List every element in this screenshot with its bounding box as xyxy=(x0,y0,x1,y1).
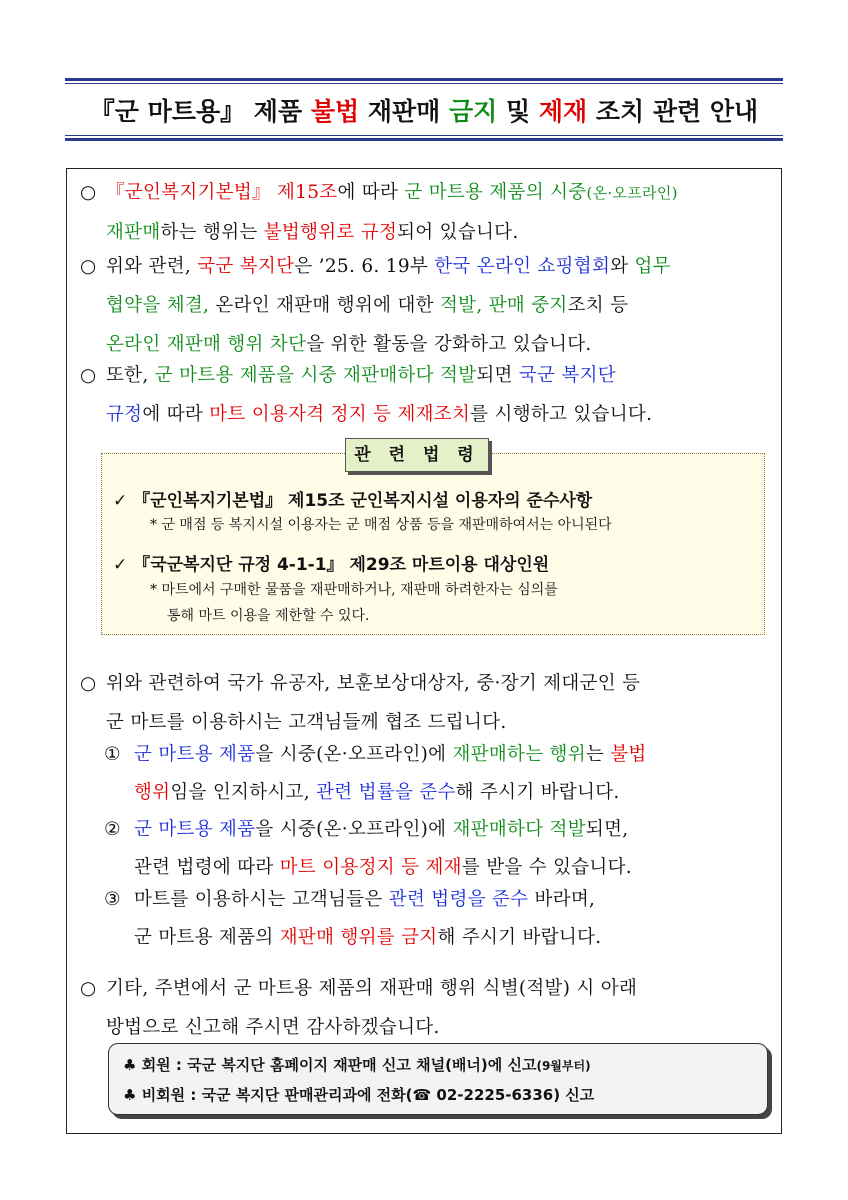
law-item-1: ✓ 『군인복지기본법』 제15조 군인복지시설 이용자의 준수사항 xyxy=(113,491,593,511)
law-note-2: * 마트에서 구매한 물품을 재판매하거나, 재판매 하려한자는 심의를 통해 마트 이용을 제한할 수 있다. xyxy=(150,582,558,624)
club-icon: ♣ xyxy=(123,1056,137,1074)
paragraph-2: ○ 위와 관련, 국군 복지단은 ’25. 6. 19부 한국 온라인 쇼핑협회와 업무 협약을 체결, 온라인 재판매 행위에 대한 적발, 판매 중지조치 등 온라인 재판매 행위 차단을 위한 활동을 강화하고 있습니다. xyxy=(80,247,770,364)
report-method-box xyxy=(108,1043,768,1115)
title-rule xyxy=(65,138,783,141)
check-icon: ✓ xyxy=(113,491,128,511)
check-icon: ✓ xyxy=(113,555,128,575)
related-laws-heading: 관 련 법 령 xyxy=(345,438,489,472)
club-icon: ♣ xyxy=(123,1086,137,1104)
paragraph-5: ○ 기타, 주변에서 군 마트용 제품의 재판매 행위 식별(적발) 시 아래 방법으로 신고해 주시면 감사하겠습니다. xyxy=(80,969,770,1047)
title-part: 재판매 xyxy=(359,97,449,126)
paragraph-1: ○ 『군인복지기본법』 제15조에 따라 군 마트용 제품의 시중(온·오프라인) 재판매하는 행위는 불법행위로 규정되어 있습니다. xyxy=(80,173,770,252)
title-banner xyxy=(65,78,783,141)
title-part: 및 xyxy=(497,97,539,126)
bullet-icon: ○ xyxy=(80,365,97,386)
bullet-icon: ○ xyxy=(80,978,97,999)
title-part: 금지 xyxy=(448,97,498,126)
law-note-1: * 군 매점 등 복지시설 이용자는 군 매점 상품 등을 재판매하여서는 아니된다 xyxy=(150,517,612,533)
paragraph-4: ○ 위와 관련하여 국가 유공자, 보훈보상대상자, 중·장기 제대군인 등 군 마트를 이용하시는 고객님들께 협조 드립니다. xyxy=(80,664,770,742)
title-part: 불법 xyxy=(310,97,360,126)
paragraph-3: ○ 또한, 군 마트용 제품을 시중 재판매하다 적발되면 국군 복지단 규정에 따라 마트 이용자격 정지 등 제재조치를 시행하고 있습니다. xyxy=(80,356,770,434)
bullet-icon: ○ xyxy=(80,182,97,203)
title-part: 제재 xyxy=(538,97,588,126)
report-member-line: ♣ 회원 : 국군 복지단 홈페이지 재판매 신고 채널(배너)에 신고(9월부터) xyxy=(123,1056,591,1074)
bullet-icon: ○ xyxy=(80,673,97,694)
title-rule xyxy=(65,135,783,136)
law-item-2: ✓ 『국군복지단 규정 4-1-1』 제29조 마트이용 대상인원 xyxy=(113,555,550,575)
numbered-item-1: ① 군 마트용 제품을 시중(온·오프라인)에 재판매하는 행위는 불법 행위임을 인지하시고, 관련 법률을 준수해 주시기 바랍니다. xyxy=(104,744,647,803)
bullet-icon: ○ xyxy=(80,256,97,277)
report-nonmember-line: ♣ 비회원 : 국군 복지단 판매관리과에 전화(☎ 02-2225-6336) 신고 xyxy=(123,1086,595,1104)
phone-icon: ☎ xyxy=(412,1086,432,1104)
page-title xyxy=(65,84,783,135)
title-part: 조치 관련 안내 xyxy=(587,97,759,126)
numbered-item-2: ② 군 마트용 제품을 시중(온·오프라인)에 재판매하다 적발되면, 관련 법령에 따라 마트 이용정지 등 제재를 받을 수 있습니다. xyxy=(104,819,632,878)
title-part: 『군 마트용』 제품 xyxy=(89,97,311,126)
title-rule xyxy=(65,78,783,81)
numbered-item-3: ③ 마트를 이용하시는 고객님들은 관련 법령을 준수 바라며, 군 마트용 제품의 재판매 행위를 금지해 주시기 바랍니다. xyxy=(104,889,602,948)
